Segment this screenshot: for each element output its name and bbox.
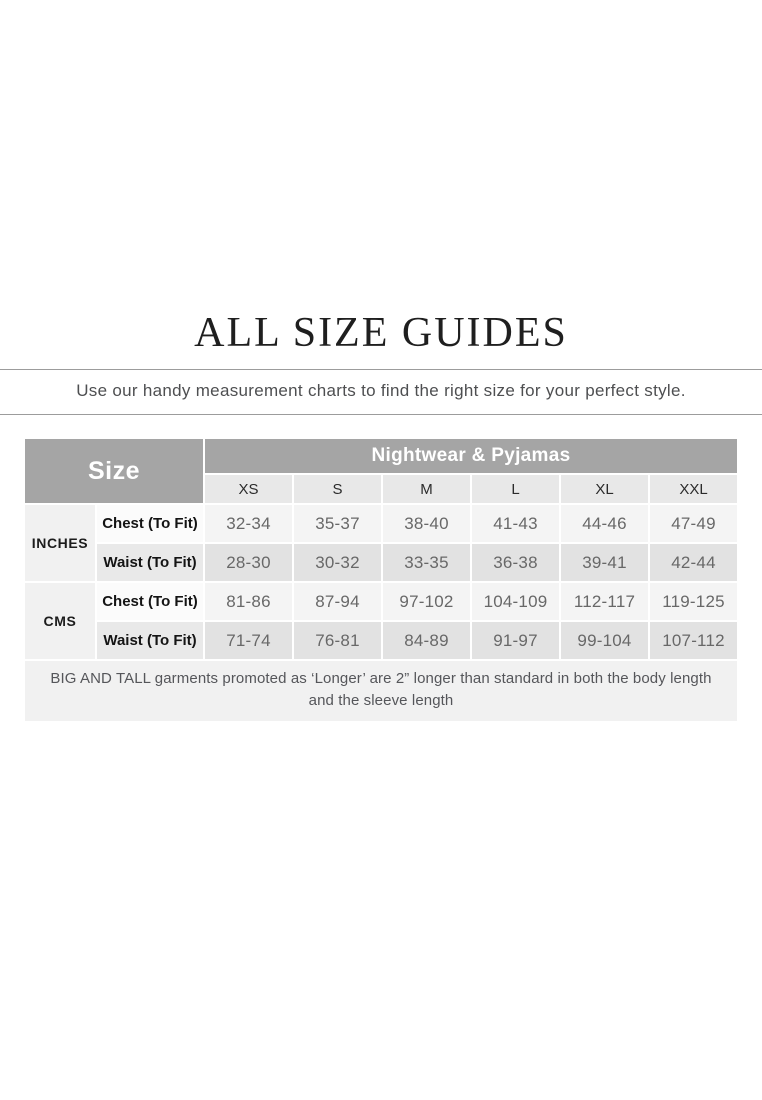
value-cell: 91-97 (472, 622, 559, 659)
column-header-l: L (472, 475, 559, 503)
column-header-s: S (294, 475, 381, 503)
page-subtitle: Use our handy measurement charts to find the right size for your perfect style. (76, 381, 686, 401)
big-and-tall-footnote: BIG AND TALL garments promoted as ‘Longer’ are 2” longer than standard in both the body length and the sleeve length (25, 661, 737, 721)
row-label-chest-cms: Chest (To Fit) (97, 583, 203, 620)
row-label-waist-cms: Waist (To Fit) (97, 622, 203, 659)
value-cell: 39-41 (561, 544, 648, 581)
value-cell: 35-37 (294, 505, 381, 542)
value-cell: 28-30 (205, 544, 292, 581)
value-cell: 97-102 (383, 583, 470, 620)
column-header-xs: XS (205, 475, 292, 503)
value-cell: 71-74 (205, 622, 292, 659)
value-cell: 47-49 (650, 505, 737, 542)
value-cell: 104-109 (472, 583, 559, 620)
value-cell: 87-94 (294, 583, 381, 620)
value-cell: 119-125 (650, 583, 737, 620)
column-header-m: M (383, 475, 470, 503)
table-corner-header: Size (25, 439, 203, 503)
value-cell: 76-81 (294, 622, 381, 659)
subtitle-band (0, 369, 762, 415)
row-label-waist-inches: Waist (To Fit) (97, 544, 203, 581)
unit-label-cms: CMS (25, 583, 95, 659)
value-cell: 30-32 (294, 544, 381, 581)
value-cell: 81-86 (205, 583, 292, 620)
value-cell: 32-34 (205, 505, 292, 542)
value-cell: 36-38 (472, 544, 559, 581)
unit-label-inches: INCHES (25, 505, 95, 581)
column-header-xl: XL (561, 475, 648, 503)
value-cell: 112-117 (561, 583, 648, 620)
value-cell: 44-46 (561, 505, 648, 542)
value-cell: 33-35 (383, 544, 470, 581)
page-title: ALL SIZE GUIDES (194, 310, 568, 356)
row-label-chest-inches: Chest (To Fit) (97, 505, 203, 542)
category-header: Nightwear & Pyjamas (205, 439, 737, 473)
size-guide-table (25, 439, 737, 721)
value-cell: 84-89 (383, 622, 470, 659)
value-cell: 42-44 (650, 544, 737, 581)
column-header-xxl: XXL (650, 475, 737, 503)
value-cell: 41-43 (472, 505, 559, 542)
value-cell: 38-40 (383, 505, 470, 542)
value-cell: 99-104 (561, 622, 648, 659)
value-cell: 107-112 (650, 622, 737, 659)
